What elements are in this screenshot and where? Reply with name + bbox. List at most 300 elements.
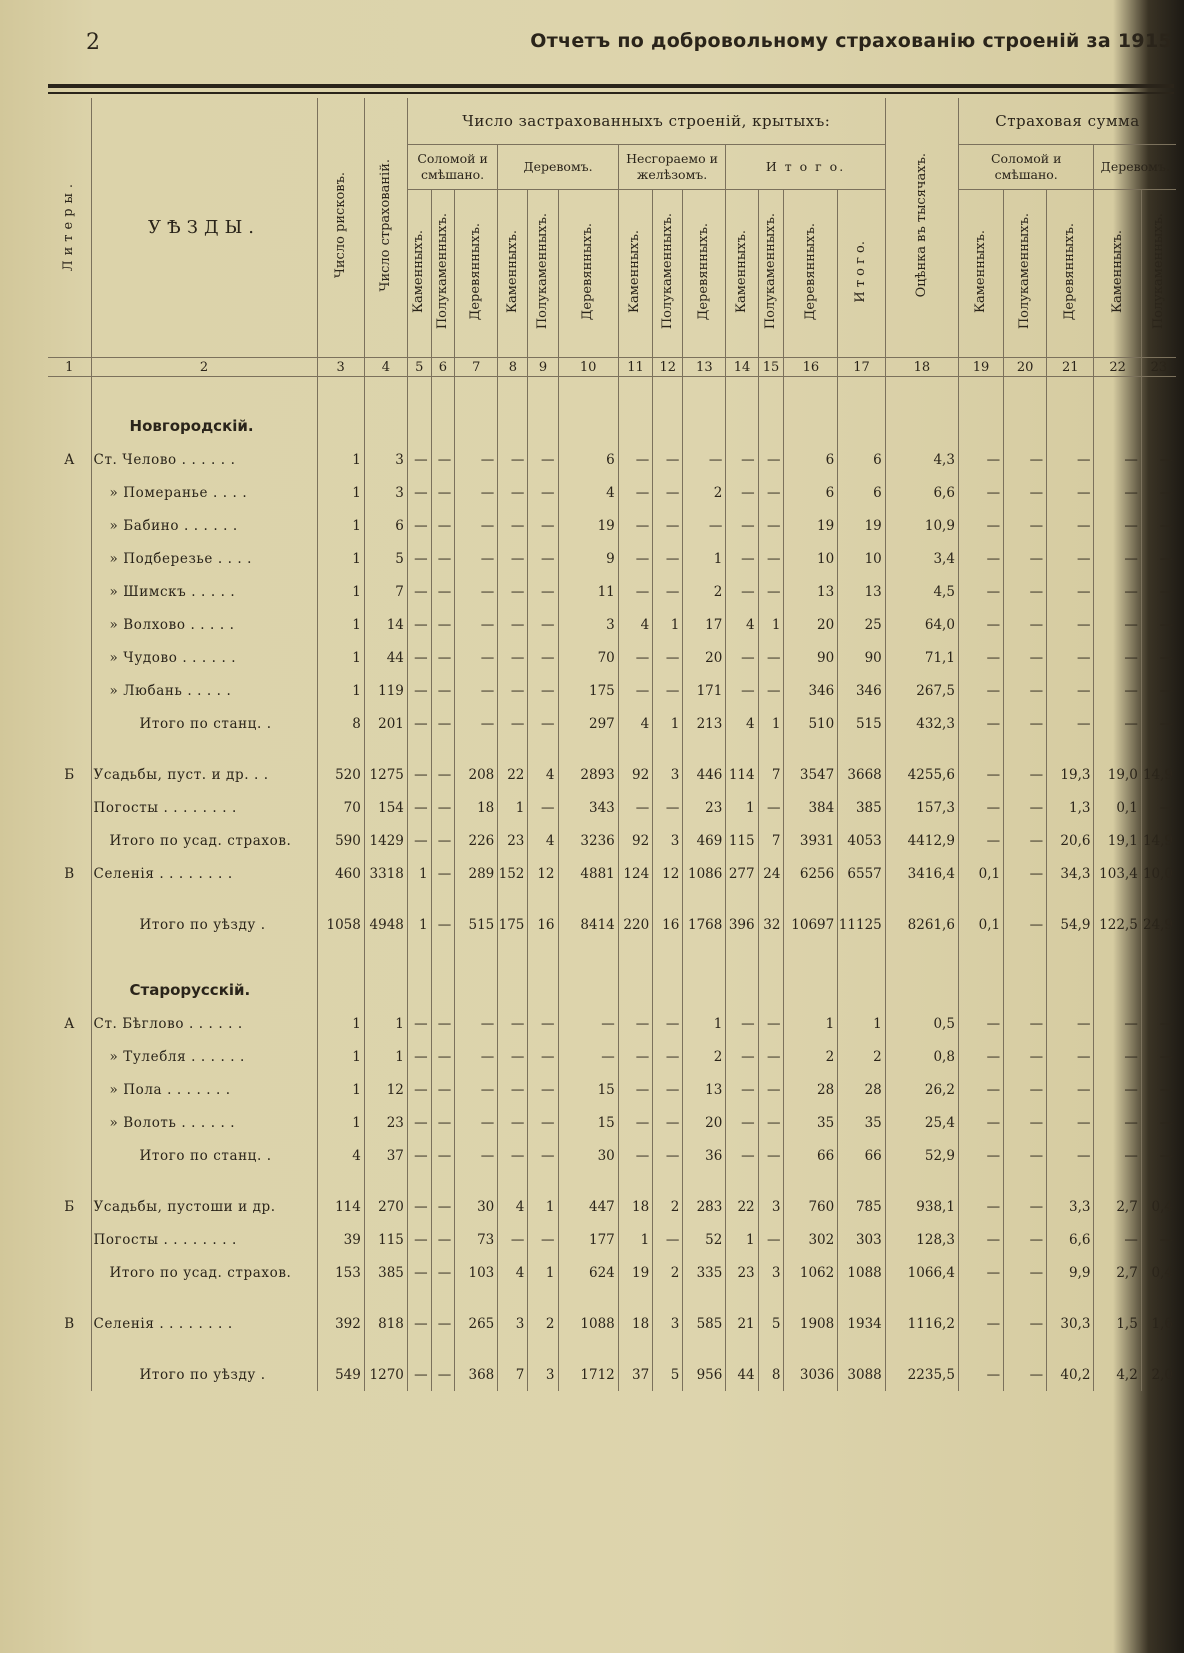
table-row (48, 1139, 1176, 1172)
data-cell: 64,0 (885, 608, 958, 641)
data-cell: 3318 (364, 857, 407, 890)
table-row (48, 1040, 1176, 1073)
data-cell: 4 (528, 824, 558, 857)
litera-cell: Б (64, 766, 75, 783)
data-cell: — (1094, 641, 1141, 674)
data-cell: 956 (683, 1358, 726, 1391)
empty-cell (407, 1340, 431, 1358)
data-cell: — (407, 542, 431, 575)
data-cell: 277 (726, 857, 758, 890)
row-name: Ст. Бѣглово . . . . . . (91, 1007, 317, 1040)
empty-cell (455, 890, 498, 908)
data-cell: — (455, 575, 498, 608)
data-cell: 1058 (317, 908, 364, 941)
data-cell: — (455, 1040, 498, 1073)
data-cell: 1 (726, 791, 758, 824)
row-name: Усадьбы, пуст. и др. . . (91, 758, 317, 791)
data-cell: — (431, 1073, 455, 1106)
empty-cell (528, 1172, 558, 1190)
table-row (48, 758, 1176, 791)
data-cell: — (1004, 1190, 1047, 1223)
data-cell: 460 (317, 857, 364, 890)
data-cell: 23 (498, 824, 528, 857)
litera-cell (48, 608, 91, 641)
empty-cell (48, 890, 91, 908)
empty-cell (653, 1340, 683, 1358)
data-cell: 0,5 (885, 1007, 958, 1040)
empty-cell (498, 740, 528, 758)
data-cell: — (431, 758, 455, 791)
data-cell: 818 (364, 1307, 407, 1340)
empty-cell (407, 1289, 431, 1307)
data-cell: — (653, 1139, 683, 1172)
empty-cell (1094, 1289, 1141, 1307)
data-cell: 297 (558, 707, 618, 740)
data-cell: 2 (528, 1307, 558, 1340)
data-cell: 103,4 (1094, 857, 1141, 890)
data-cell: — (498, 1073, 528, 1106)
data-cell: — (1141, 476, 1176, 509)
empty-cell (838, 890, 886, 908)
data-cell: — (653, 509, 683, 542)
data-cell: 32 (758, 908, 784, 941)
data-cell: 3 (364, 476, 407, 509)
empty-cell (431, 941, 455, 1007)
data-cell: 114 (726, 758, 758, 791)
data-cell: — (958, 443, 1003, 476)
data-cell: — (431, 908, 455, 941)
empty-cell (558, 1289, 618, 1307)
data-cell: 520 (317, 758, 364, 791)
header-halfstone: Полукаменныхъ. (1004, 190, 1047, 358)
empty-cell (1004, 1172, 1047, 1190)
data-cell: — (455, 707, 498, 740)
data-cell: 1 (317, 674, 364, 707)
data-cell: 368 (455, 1358, 498, 1391)
empty-cell (1047, 1172, 1094, 1190)
row-name: Итого по станц. . (91, 707, 317, 740)
data-cell: — (958, 758, 1003, 791)
empty-cell (48, 1172, 91, 1190)
data-cell: 13 (784, 575, 838, 608)
data-cell: 6 (784, 476, 838, 509)
data-cell: 0,8 (885, 1040, 958, 1073)
row-name: Селенія . . . . . . . . (91, 1307, 317, 1340)
data-cell: 171 (683, 674, 726, 707)
empty-cell (838, 941, 886, 1007)
empty-cell (758, 890, 784, 908)
column-number-row (48, 358, 1176, 377)
empty-cell (1047, 941, 1094, 1007)
litera-cell (48, 1073, 91, 1106)
data-cell: — (528, 791, 558, 824)
data-cell: — (528, 1040, 558, 1073)
data-cell: — (1141, 443, 1176, 476)
data-cell: — (1047, 443, 1094, 476)
column-number: 6 (431, 358, 455, 377)
column-number: 20 (1004, 358, 1047, 377)
data-cell: 7 (758, 824, 784, 857)
row-name: Итого по уѣзду . (91, 1358, 317, 1391)
empty-cell (683, 1172, 726, 1190)
empty-cell (558, 1340, 618, 1358)
data-cell: 11 (558, 575, 618, 608)
data-cell: 153 (317, 1256, 364, 1289)
data-cell: — (1047, 608, 1094, 641)
data-cell: 20 (784, 608, 838, 641)
data-cell: 16 (528, 908, 558, 941)
data-cell: 4948 (364, 908, 407, 941)
data-cell: — (653, 1223, 683, 1256)
data-cell: 0,1 (1094, 791, 1141, 824)
empty-cell (364, 941, 407, 1007)
data-cell: 18 (618, 1307, 652, 1340)
data-cell: — (431, 1256, 455, 1289)
empty-cell (528, 1289, 558, 1307)
row-name: Итого по уѣзду . (91, 908, 317, 941)
data-cell: — (1047, 542, 1094, 575)
data-cell: — (498, 1040, 528, 1073)
data-cell: — (1141, 1139, 1176, 1172)
data-cell: 1 (407, 857, 431, 890)
data-cell: 1 (528, 1256, 558, 1289)
header-stone: Каменныхъ. (1094, 190, 1141, 358)
data-cell: 24 (758, 857, 784, 890)
data-cell: 2,0 (1141, 1358, 1176, 1391)
data-cell: 1 (618, 1223, 652, 1256)
column-number: 8 (498, 358, 528, 377)
table-row (48, 674, 1176, 707)
data-cell: — (653, 575, 683, 608)
data-cell: — (726, 1073, 758, 1106)
data-cell: — (431, 641, 455, 674)
data-cell: 1275 (364, 758, 407, 791)
table-row (48, 608, 1176, 641)
data-cell: 1062 (784, 1256, 838, 1289)
data-cell: 175 (558, 674, 618, 707)
data-cell: — (618, 1139, 652, 1172)
header-uezdy: УѢЗДЫ. (91, 98, 317, 358)
litera-cell (48, 674, 91, 707)
header-sub-fireproof: Несгораемо и желѣзомъ. (618, 145, 726, 190)
empty-cell (1094, 1172, 1141, 1190)
data-cell: 1 (317, 575, 364, 608)
data-cell: — (1141, 509, 1176, 542)
data-cell: 44 (726, 1358, 758, 1391)
empty-cell (653, 1289, 683, 1307)
data-cell: — (498, 476, 528, 509)
column-number: 17 (838, 358, 886, 377)
column-number: 23 (1141, 358, 1176, 377)
data-cell: 5 (758, 1307, 784, 1340)
data-cell: 4 (558, 476, 618, 509)
data-cell: 3,4 (885, 542, 958, 575)
empty-cell (431, 890, 455, 908)
table-row (48, 641, 1176, 674)
data-cell: — (1094, 575, 1141, 608)
data-cell: 1 (317, 1073, 364, 1106)
row-name: » Бабино . . . . . . (91, 509, 317, 542)
data-cell: 2 (653, 1190, 683, 1223)
data-cell: 385 (838, 791, 886, 824)
data-cell: — (726, 1007, 758, 1040)
header-wooden: Деревянныхъ. (784, 190, 838, 358)
data-cell: 1 (317, 1106, 364, 1139)
empty-cell (653, 1172, 683, 1190)
data-cell: 4 (317, 1139, 364, 1172)
data-cell: 8 (758, 1358, 784, 1391)
data-cell: 265 (455, 1307, 498, 1340)
header-stone: Каменныхъ. (726, 190, 758, 358)
litera-cell: А (64, 1015, 75, 1032)
data-cell: — (431, 1190, 455, 1223)
header-wooden: Деревянныхъ. (558, 190, 618, 358)
empty-cell (1141, 941, 1176, 1007)
data-cell: — (455, 476, 498, 509)
table-row (48, 575, 1176, 608)
data-cell: 22 (726, 1190, 758, 1223)
empty-cell (618, 1172, 652, 1190)
table-row (48, 542, 1176, 575)
data-cell: 16 (653, 908, 683, 941)
litera-cell: Б (64, 1198, 75, 1215)
data-cell: — (498, 1223, 528, 1256)
empty-cell (758, 941, 784, 1007)
data-cell: — (618, 1106, 652, 1139)
data-cell: 510 (784, 707, 838, 740)
empty-cell (784, 1289, 838, 1307)
data-cell: 1 (758, 608, 784, 641)
data-cell: — (498, 575, 528, 608)
data-cell: — (726, 1139, 758, 1172)
data-cell: 17 (683, 608, 726, 641)
data-cell: — (431, 443, 455, 476)
data-cell: — (407, 1040, 431, 1073)
data-cell: 73 (455, 1223, 498, 1256)
empty-cell (726, 941, 758, 1007)
empty-cell (758, 377, 784, 444)
header-wooden: Деревянныхъ. (683, 190, 726, 358)
data-cell: 4 (618, 707, 652, 740)
data-cell: — (498, 1007, 528, 1040)
empty-cell (958, 1172, 1003, 1190)
data-cell: — (958, 1223, 1003, 1256)
data-cell: 90 (838, 641, 886, 674)
data-cell: 4 (528, 758, 558, 791)
data-cell: 36 (683, 1139, 726, 1172)
data-cell: — (528, 575, 558, 608)
data-cell: — (528, 1106, 558, 1139)
data-cell: — (653, 1007, 683, 1040)
column-number: 7 (455, 358, 498, 377)
data-cell: 2 (683, 476, 726, 509)
empty-cell (1141, 740, 1176, 758)
empty-cell (528, 890, 558, 908)
data-cell: 1429 (364, 824, 407, 857)
data-cell: 3547 (784, 758, 838, 791)
table-row (48, 443, 1176, 476)
data-cell: 18 (455, 791, 498, 824)
empty-cell (498, 1172, 528, 1190)
table-row (48, 1307, 1176, 1340)
row-name: » Любань . . . . . (91, 674, 317, 707)
data-cell: 213 (683, 707, 726, 740)
data-cell: — (726, 443, 758, 476)
data-cell: 19,3 (1047, 758, 1094, 791)
data-cell: 21 (726, 1307, 758, 1340)
empty-cell (1004, 740, 1047, 758)
empty-cell (683, 740, 726, 758)
data-cell: — (1094, 476, 1141, 509)
data-cell: — (1004, 1358, 1047, 1391)
data-cell: 34,3 (1047, 857, 1094, 890)
data-cell: 14 (364, 608, 407, 641)
data-cell: 1,6 (1141, 1307, 1176, 1340)
data-cell: — (958, 1106, 1003, 1139)
data-cell: — (1004, 542, 1047, 575)
data-cell: 3 (758, 1190, 784, 1223)
data-cell: — (1047, 1040, 1094, 1073)
data-cell: — (1094, 1106, 1141, 1139)
table-row (48, 1007, 1176, 1040)
data-cell: 22 (498, 758, 528, 791)
data-cell: — (958, 575, 1003, 608)
data-cell: 432,3 (885, 707, 958, 740)
data-cell: — (407, 1007, 431, 1040)
data-cell: — (1004, 1007, 1047, 1040)
data-cell: — (758, 575, 784, 608)
data-cell: — (653, 641, 683, 674)
data-cell: 122,5 (1094, 908, 1141, 941)
header-halfstone: Полукаменныхъ. (528, 190, 558, 358)
data-cell: — (528, 443, 558, 476)
data-cell: 12 (653, 857, 683, 890)
data-cell: — (407, 707, 431, 740)
data-cell: — (1141, 575, 1176, 608)
data-cell: — (958, 608, 1003, 641)
empty-cell (317, 1289, 364, 1307)
data-cell: — (455, 1073, 498, 1106)
empty-cell (91, 890, 317, 908)
empty-cell (653, 941, 683, 1007)
data-cell: 585 (683, 1307, 726, 1340)
data-cell: 1 (683, 1007, 726, 1040)
empty-cell (1141, 1340, 1176, 1358)
data-cell: — (958, 1040, 1003, 1073)
data-cell: 1 (317, 542, 364, 575)
data-cell: 785 (838, 1190, 886, 1223)
data-cell: 302 (784, 1223, 838, 1256)
data-cell: — (958, 791, 1003, 824)
data-cell: 12 (364, 1073, 407, 1106)
row-name: Ст. Челово . . . . . . (91, 443, 317, 476)
data-cell: — (958, 509, 1003, 542)
data-cell: 1 (498, 791, 528, 824)
empty-cell (317, 890, 364, 908)
empty-cell (407, 1172, 431, 1190)
empty-cell (683, 1340, 726, 1358)
data-cell: 1768 (683, 908, 726, 941)
data-cell: 1 (317, 476, 364, 509)
data-cell: 1086 (683, 857, 726, 890)
data-cell: — (431, 542, 455, 575)
data-cell: 1 (317, 641, 364, 674)
column-number: 14 (726, 358, 758, 377)
empty-cell (317, 740, 364, 758)
empty-cell (528, 941, 558, 1007)
data-cell: — (1141, 1223, 1176, 1256)
data-cell: 23 (364, 1106, 407, 1139)
data-cell: 0,1 (958, 857, 1003, 890)
data-cell: 3 (528, 1358, 558, 1391)
top-thin-rule (48, 92, 1174, 94)
data-cell: 1 (317, 443, 364, 476)
data-cell: 6 (838, 476, 886, 509)
data-cell: 20 (683, 641, 726, 674)
data-cell: — (1004, 824, 1047, 857)
empty-cell (558, 941, 618, 1007)
data-cell: 590 (317, 824, 364, 857)
data-cell: 1 (653, 608, 683, 641)
litera-cell (48, 1040, 91, 1073)
data-cell: — (1094, 1040, 1141, 1073)
data-cell: 1 (838, 1007, 886, 1040)
data-cell: 6,6 (1047, 1223, 1094, 1256)
data-cell: — (1094, 674, 1141, 707)
data-cell: 549 (317, 1358, 364, 1391)
data-cell: — (498, 1106, 528, 1139)
data-cell: 14,9 (1141, 824, 1176, 857)
data-cell: — (407, 641, 431, 674)
data-cell: 19 (784, 509, 838, 542)
column-number: 5 (407, 358, 431, 377)
empty-cell (618, 740, 652, 758)
empty-cell (498, 890, 528, 908)
row-name: Итого по усад. страхов. (91, 824, 317, 857)
data-cell: 19,1 (1094, 824, 1141, 857)
empty-cell (618, 941, 652, 1007)
data-cell: — (431, 1307, 455, 1340)
data-cell: 3 (653, 824, 683, 857)
data-cell: — (407, 1307, 431, 1340)
data-cell: 10 (784, 542, 838, 575)
header-wooden: Деревянныхъ. (1047, 190, 1094, 358)
data-cell: 0,1 (958, 908, 1003, 941)
data-cell: — (528, 1007, 558, 1040)
empty-cell (958, 941, 1003, 1007)
data-cell: — (455, 542, 498, 575)
data-cell: 5 (653, 1358, 683, 1391)
empty-cell (48, 1340, 91, 1358)
data-cell: 8261,6 (885, 908, 958, 941)
data-cell: — (407, 1256, 431, 1289)
row-name: » Волхово . . . . . (91, 608, 317, 641)
data-cell: 2893 (558, 758, 618, 791)
litera-cell (48, 1223, 91, 1256)
column-number: 1 (48, 358, 91, 377)
data-cell: 157,3 (885, 791, 958, 824)
data-cell: — (1004, 443, 1047, 476)
empty-cell (431, 740, 455, 758)
data-cell: 3 (758, 1256, 784, 1289)
data-cell: 8 (317, 707, 364, 740)
litera-cell (48, 791, 91, 824)
data-cell: 1066,4 (885, 1256, 958, 1289)
empty-cell (317, 941, 364, 1007)
data-cell: 1 (317, 1007, 364, 1040)
data-cell: 3931 (784, 824, 838, 857)
column-number: 12 (653, 358, 683, 377)
